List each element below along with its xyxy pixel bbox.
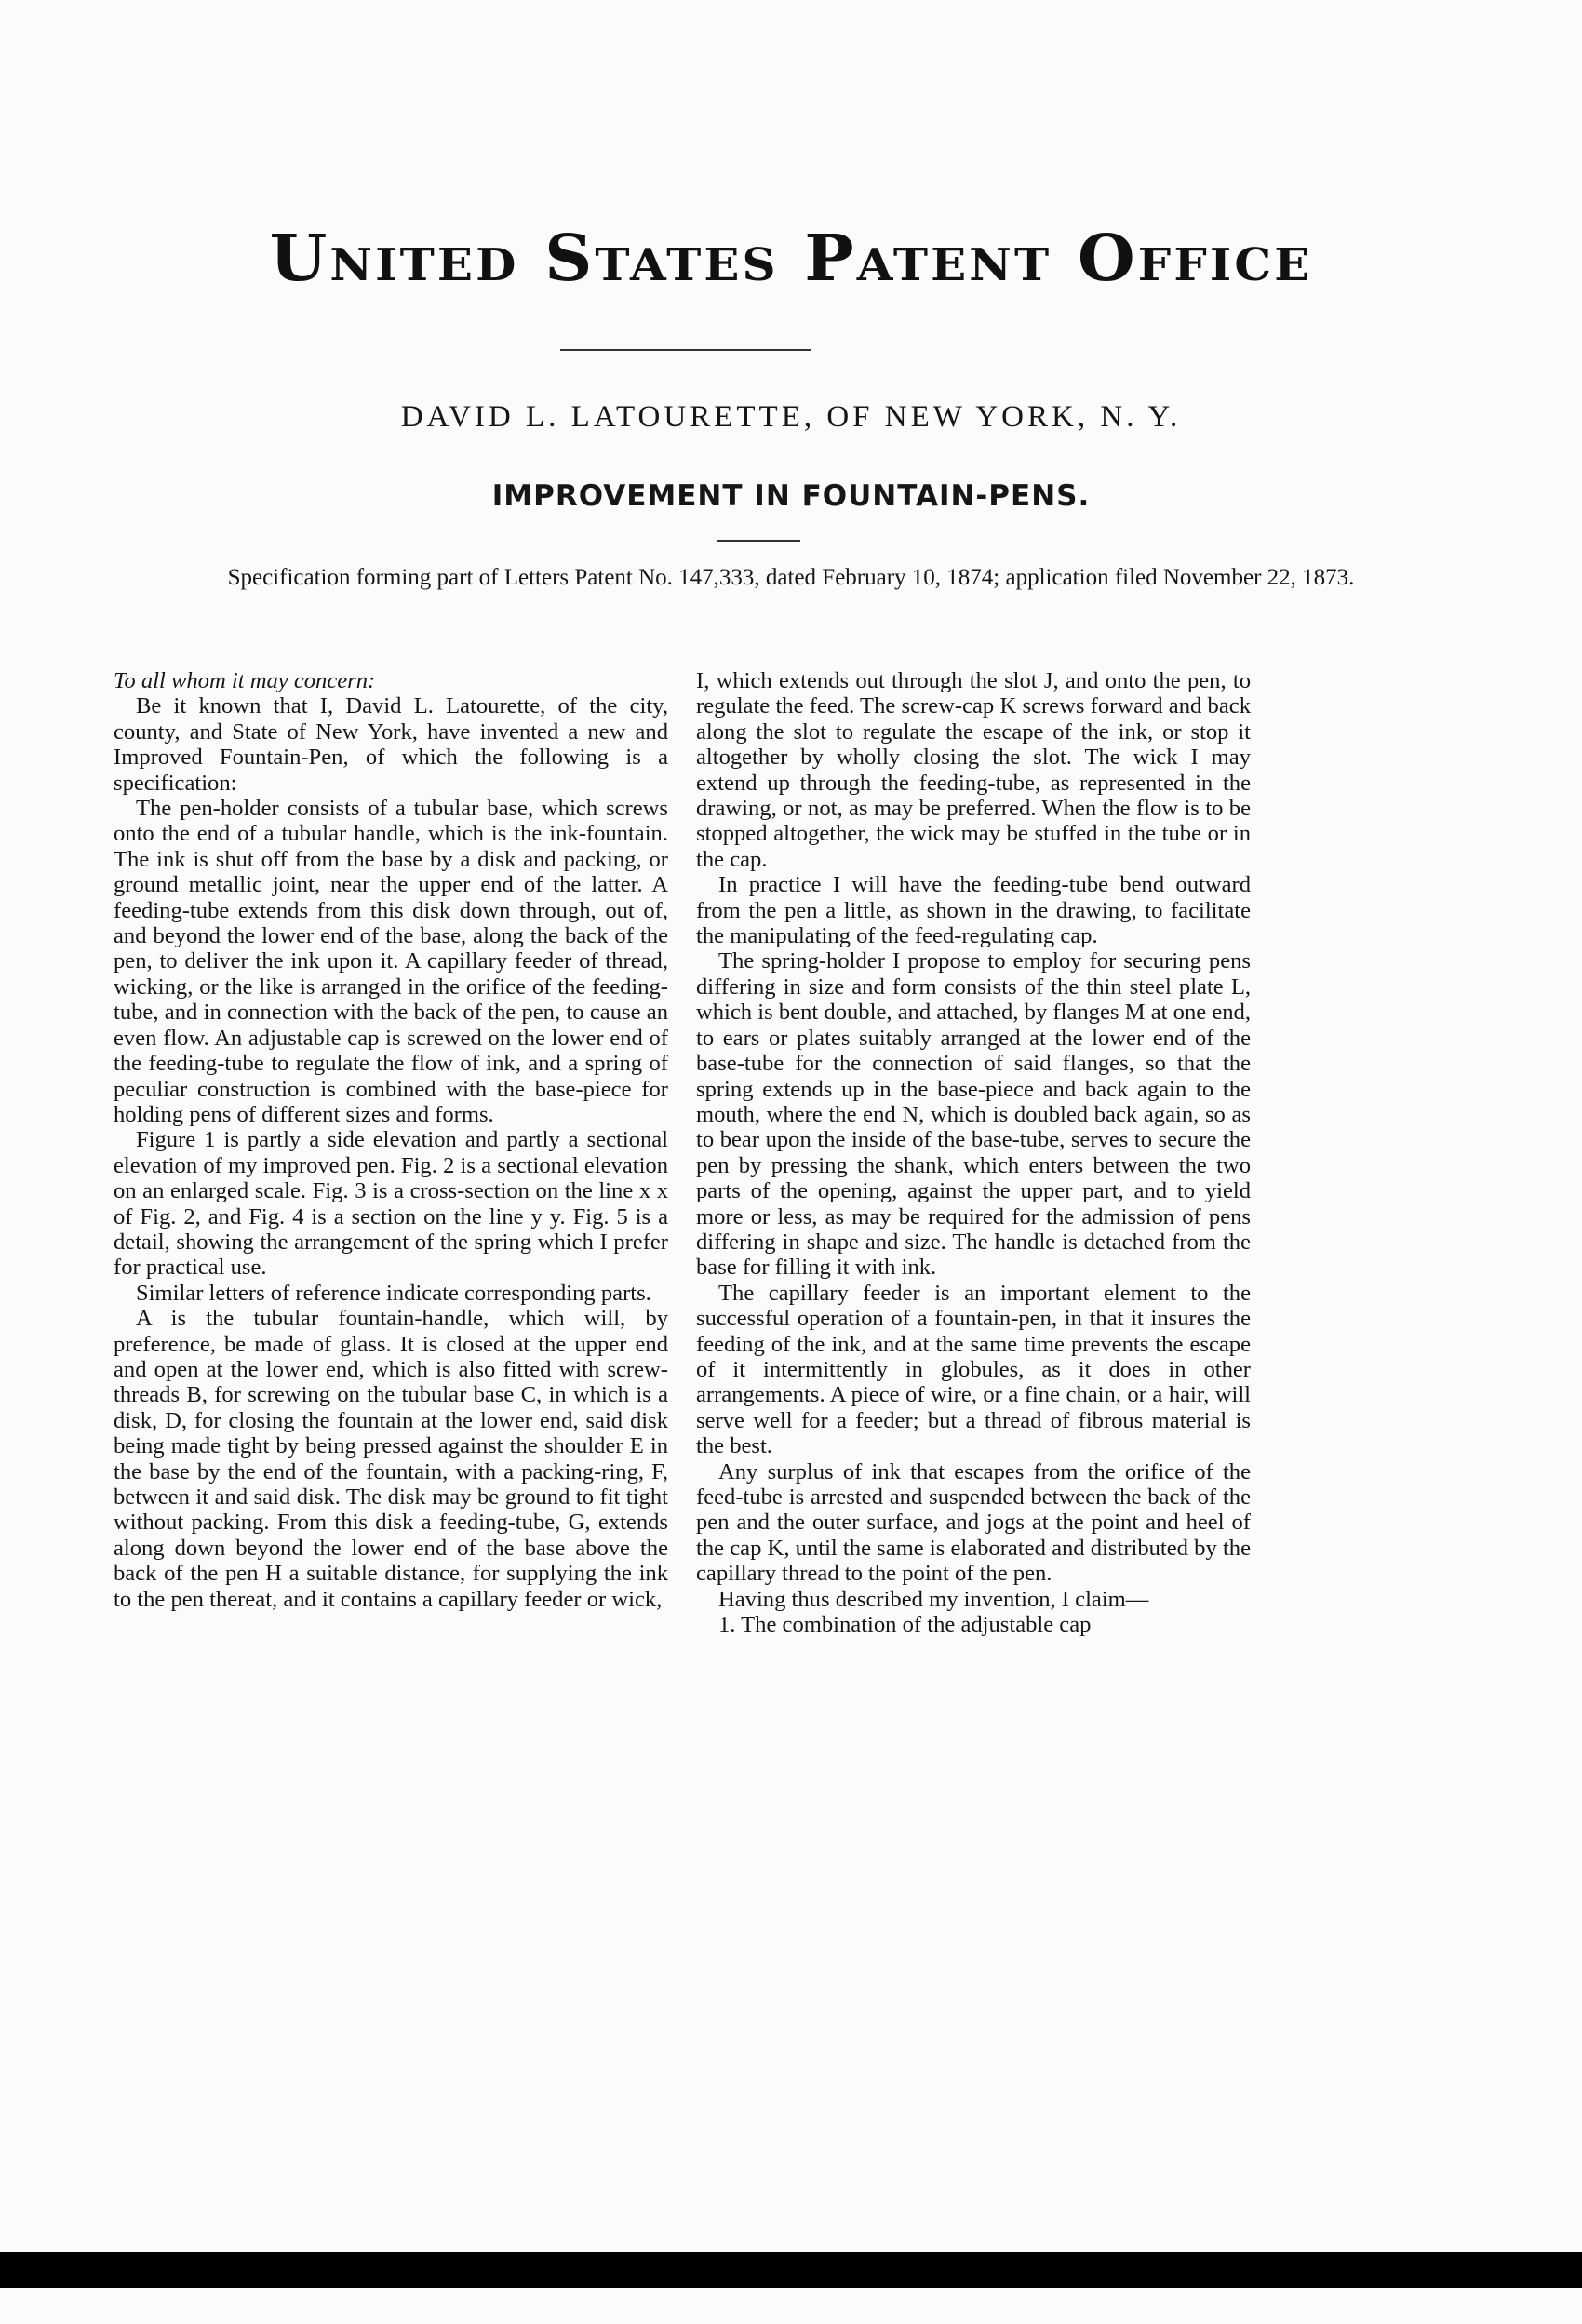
left-column (114, 668, 668, 1612)
title-divider (560, 349, 811, 351)
paragraph: In practice I will have the feeding-tube bend outward from the pen a little, as shown in the drawing, to facilitate the manipulating of the feed-regulating cap. (696, 872, 1251, 949)
paragraph: The pen-holder consists of a tubular base, which screws onto the end of a tubular handle, which is the ink-fountain. The ink is shut off from the base by a disk and packing, or ground metallic joint, near the upper end of the latter. A feeding-tube extends from this disk down through, out of, and beyond the lower end of the base, along the back of the pen, to deliver the ink upon it. A capillary feeder of thread, wicking, or the like is arranged in the orifice of the feeding-tube, and in connection with the back of the pen, to cause an even flow. An adjustable cap is screwed on the lower end of the feeding-tube to regulate the flow of ink, and a spring of peculiar construction is combined with the base-piece for holding pens of different sizes and forms. (114, 796, 668, 1127)
claim-intro: Having thus described my invention, I claim— (718, 1586, 1149, 1612)
paragraph: I, which extends out through the slot J, and onto the pen, to regulate the feed. The screw-cap K screws forward and back along the slot to regulate the escape of the ink, or stop it altogether by wholly closing the slot. The wick I may extend up through the feeding-tube, as represented in the drawing, or not, as may be preferred. When the flow is to be stopped altogether, the wick may be stuffed in the tube or in the cap. (696, 668, 1251, 872)
subject-divider (717, 540, 800, 542)
paragraph: Any surplus of ink that escapes from the orifice of the feed-tube is arrested and suspended between the back of the pen and the outer surface, and jogs at the point and heel of the cap K, until the same is elaborated and distributed by the capillary thread to the point of the pen. (696, 1458, 1251, 1587)
scan-border (0, 2252, 1582, 2288)
salutation: To all whom it may concern: (114, 668, 376, 693)
office-title: United States Patent Office (269, 222, 1313, 296)
paragraph: Be it known that I, David L. Latourette, of the city, county, and State of New York, have invented a new and Improved Fountain-Pen, of which the following is a specification: (114, 693, 668, 796)
paragraph: Similar letters of reference indicate corresponding parts. (136, 1280, 651, 1306)
claim-1: 1. The combination of the adjustable cap (718, 1612, 1092, 1638)
paragraph: The capillary feeder is an important element to the successful operation of a fountain-pen, in that it insures the feeding of the ink, and at the same time prevents the escape of it intermittently in globules, as it does in other arrangements. A piece of wire, or a fine chain, or a hair, will serve well for a feeder; but a thread of fibrous material is the best. (696, 1280, 1251, 1459)
inventor-line: DAVID L. LATOURETTE, OF NEW YORK, N. Y. (400, 400, 1182, 434)
right-column (696, 668, 1251, 1637)
paragraph: A is the tubular fountain-handle, which will, by preference, be made of glass. It is closed at the upper end and open at the lower end, which is also fitted with screw-threads B, for screwing on the tubular base C, in which is a disk, D, for closing the fountain at the lower end, said disk being made tight by being pressed against the shoulder E in the base by the end of the fountain, with a packing-ring, F, between it and said disk. The disk may be ground to fit tight without packing. From this disk a feeding-tube, G, extends along down beyond the lower end of the base above the back of the pen H a suitable distance, for supplying the ink to the pen thereat, and it contains a capillary feeder or wick, (114, 1306, 668, 1612)
paragraph: The spring-holder I propose to employ for securing pens differing in size and form consists of the thin steel plate L, which is bent double, and attached, by flanges M at one end, to ears or plates suitably arranged at the lower end of the base-tube for the connection of said flanges, so that the spring extends up in the base-piece and back again to the mouth, where the end N, which is doubled back again, so as to bear upon the inside of the base-tube, serves to secure the pen by pressing the shank, which enters between the two parts of the opening, against the upper part, and to yield more or less, as may be required for the admission of pens differing in shape and size. The handle is detached from the base for filling it with ink. (696, 948, 1251, 1281)
paragraph: Figure 1 is partly a side elevation and partly a sectional elevation of my improved pen. Fig. 2 is a sectional elevation on an enlarged scale. Fig. 3 is a cross-section on the line x x of Fig. 2, and Fig. 4 is a section on the line y y. Fig. 5 is a detail, showing the arrangement of the spring which I prefer for practical use. (114, 1127, 668, 1281)
specification-line: Specification forming part of Letters Patent No. 147,333, dated February 10, 1874; application filed November 22, 1873. (227, 565, 1355, 590)
patent-subject: IMPROVEMENT IN FOUNTAIN-PENS. (491, 479, 1091, 513)
